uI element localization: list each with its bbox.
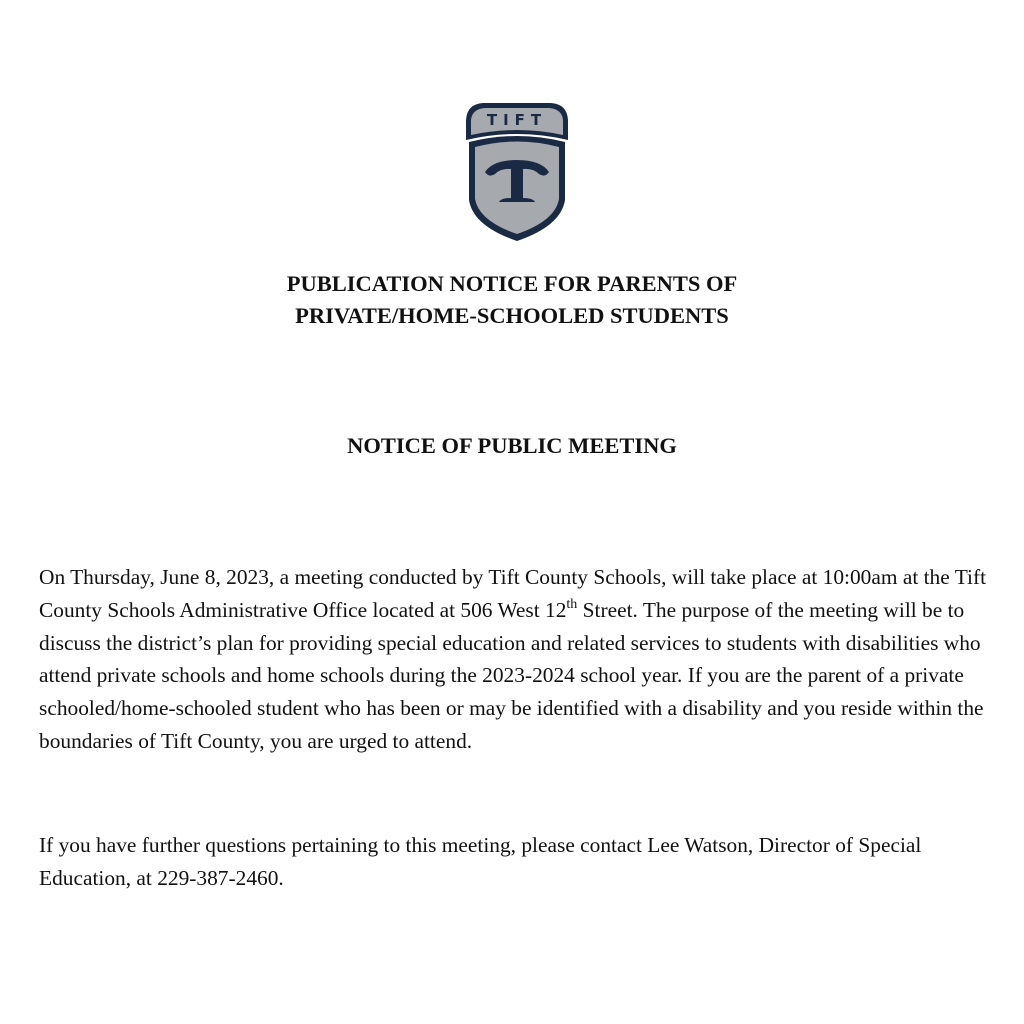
ordinal-suffix: th xyxy=(566,596,578,612)
notice-subtitle: NOTICE OF PUBLIC MEETING xyxy=(347,433,677,458)
page-title xyxy=(0,268,1024,332)
page-title-line1: PUBLICATION NOTICE FOR PARENTS OF xyxy=(286,271,738,296)
contact-paragraph: If you have further questions pertaining to this meeting, please contact Lee Watson, Director of Special Education, at 229-387-2460. xyxy=(39,833,922,890)
tift-shield-logo xyxy=(463,98,571,242)
logo-text: TIFT xyxy=(486,111,548,129)
meeting-paragraph-part2: Street. The purpose of the meeting will be to discuss the district’s plan for providing special education and related services to students with disabilities who attend private schools and home schools during the 2023-2024 school year. If you are the parent of a private schooled/home-schooled student who has been or may be identified with a disability and you reside within the boundaries of Tift County, you are urged to attend. xyxy=(39,597,984,753)
meeting-paragraph-part1: On Thursday, June 8, 2023, a meeting conducted by Tift County Schools, will take place at 10:00am at the Tift County Schools Administrative Office located at 506 West 12 xyxy=(39,565,987,622)
page-title-line2: PRIVATE/HOME-SCHOOLED STUDENTS xyxy=(295,303,729,328)
meeting-paragraph xyxy=(39,561,994,758)
